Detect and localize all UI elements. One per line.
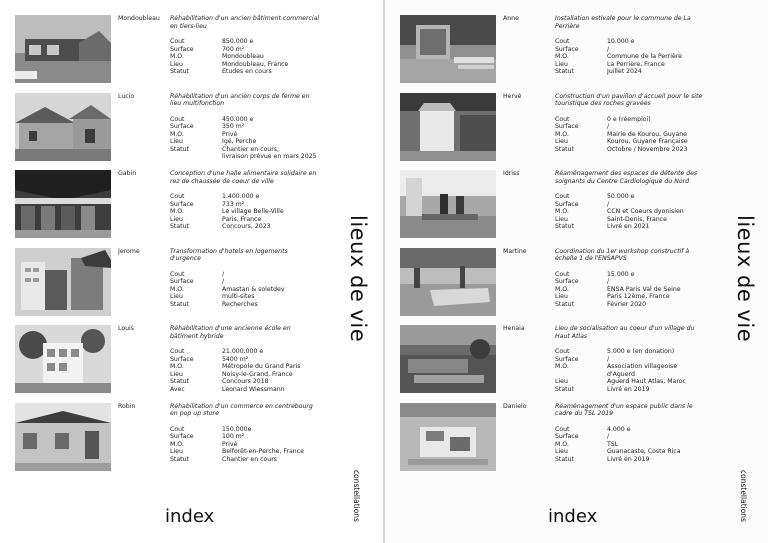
spec-row — [555, 363, 725, 371]
spec-key: M.O. — [170, 130, 184, 138]
spec-key: Statut — [170, 145, 189, 153]
spec-value: / — [607, 200, 610, 208]
project-entry — [385, 325, 768, 395]
project-description: Réaménagement des espaces de détente des soignants du Centre Cardiologique du Nord — [555, 170, 698, 185]
spec-row — [555, 426, 725, 434]
project-entry — [0, 248, 383, 318]
spec-key: Lieu — [555, 293, 568, 300]
project-name: Louis — [118, 325, 134, 332]
spec-value: Commune de la Perrière — [607, 53, 682, 60]
project-specs — [555, 193, 725, 231]
spec-row — [555, 146, 725, 154]
spec-value: Privé — [222, 440, 238, 448]
spec-value: / — [607, 433, 610, 440]
spec-key: Statut — [170, 378, 189, 385]
spec-key: Lieu — [170, 370, 183, 378]
spec-row — [555, 201, 725, 209]
project-description: Réhabilitation d'un ancien corps de ferme en lieu multifonction — [170, 92, 310, 107]
side-label: constellations — [739, 470, 748, 522]
project-photo — [15, 15, 111, 83]
project-name: Anne — [503, 15, 519, 22]
project-description: Installation estivale pour le commune de La Perrière — [555, 15, 691, 30]
spec-value: / — [607, 278, 610, 285]
spec-value: TSL — [607, 440, 619, 448]
spec-key: M.O. — [555, 130, 569, 138]
project-specs — [170, 193, 340, 231]
spec-value: / — [222, 270, 225, 278]
project-specs — [555, 116, 725, 154]
spec-value: Igé, Perche — [222, 138, 257, 145]
project-photo — [400, 15, 496, 83]
spec-row — [555, 53, 725, 61]
spec-key: Cout — [170, 38, 185, 45]
spec-row — [555, 61, 725, 69]
spec-value: 5.000 e (en donation) — [607, 348, 675, 355]
spec-row — [555, 38, 725, 46]
spec-key: Lieu — [555, 215, 568, 223]
spec-row — [555, 386, 725, 394]
spec-key: Statut — [170, 68, 189, 75]
spec-row — [170, 208, 340, 216]
spec-value: Paris, France — [222, 215, 262, 223]
spec-value: / — [607, 355, 610, 363]
spec-value: Livré en 2021 — [607, 223, 650, 230]
project-photo — [15, 403, 111, 471]
spec-row — [170, 123, 340, 131]
project-specs — [555, 426, 725, 464]
spec-value: 850.000 e — [222, 38, 254, 45]
spec-row — [170, 223, 340, 231]
section-title: lieux de vie — [733, 215, 757, 343]
spec-row — [555, 448, 725, 456]
spec-row — [555, 286, 725, 294]
spec-row — [170, 131, 340, 139]
project-photo — [15, 248, 111, 316]
spec-row — [170, 293, 340, 301]
spec-key: Surface — [170, 433, 194, 440]
spec-key: M.O. — [555, 53, 569, 60]
spec-key: Statut — [170, 223, 189, 230]
spec-key: Surface — [555, 355, 579, 363]
spec-key: Statut — [555, 385, 574, 393]
spec-value: 150.000e — [222, 425, 252, 433]
spec-row — [555, 293, 725, 301]
spec-key: Cout — [555, 38, 570, 45]
spec-value: 733 m² — [222, 200, 245, 208]
spec-row — [170, 441, 340, 449]
spec-key: Surface — [170, 278, 194, 285]
spec-row — [555, 116, 725, 124]
spec-value: Noisy-le-Grand, France — [222, 370, 293, 378]
spec-row — [170, 38, 340, 46]
spec-row — [170, 153, 340, 161]
spec-value: La Perrière, France — [607, 60, 665, 68]
spec-row — [170, 68, 340, 76]
spec-value: Livré en 2019 — [607, 455, 650, 463]
spec-row — [170, 426, 340, 434]
spec-row — [555, 378, 725, 386]
spec-key: Surface — [555, 200, 579, 208]
spec-value: Concours, 2023 — [222, 223, 271, 230]
spec-value: Recherches — [222, 300, 258, 308]
spec-row — [555, 433, 725, 441]
spec-row — [170, 371, 340, 379]
spec-value: Belforêt-en-Perche, France — [222, 448, 304, 455]
spec-value: 15.000 e — [607, 270, 635, 278]
spec-row — [555, 223, 725, 231]
spec-value: 450.000 e — [222, 115, 254, 123]
project-description: Lieu de socialisation au coeur d'un village du Haut Atlas — [555, 325, 695, 340]
spec-row — [555, 348, 725, 356]
spec-value: Privé — [222, 130, 238, 138]
spec-row — [555, 46, 725, 54]
spec-key: Lieu — [555, 448, 568, 455]
spec-row — [170, 138, 340, 146]
spec-value: 21.000.000 e — [222, 348, 264, 355]
section-title: lieux de vie — [346, 215, 370, 343]
project-name: Lucio — [118, 92, 135, 100]
project-photo — [400, 325, 496, 393]
project-entry — [0, 403, 383, 473]
spec-value: d'Aguerd — [607, 370, 635, 378]
spec-key: Cout — [555, 115, 570, 123]
project-name: Mondoubleau — [118, 15, 160, 22]
spec-value: Etudes en cours — [222, 68, 272, 75]
project-description: Réhabilitation d'une ancienne école en bâtiment hybride — [170, 325, 291, 340]
project-entry — [0, 93, 383, 163]
spec-key: Surface — [170, 200, 194, 208]
project-specs — [555, 348, 725, 393]
spec-value: ENSA Paris Val de Seine — [607, 285, 681, 293]
project-entry — [385, 403, 768, 473]
spec-key: Lieu — [170, 215, 183, 223]
spec-value: Juillet 2024 — [607, 68, 642, 75]
spec-key: Statut — [170, 300, 189, 308]
spec-row — [170, 53, 340, 61]
project-name: Danielo — [503, 402, 527, 410]
spec-key: M.O. — [555, 285, 569, 293]
spec-key: Cout — [170, 425, 185, 433]
footer-title: index — [548, 506, 598, 527]
spec-key: M.O. — [170, 440, 184, 448]
spec-key: M.O. — [170, 363, 184, 370]
spec-key: Statut — [555, 300, 574, 308]
project-photo — [15, 93, 111, 161]
side-label: constellations — [352, 470, 361, 522]
spec-value: 50.000 e — [607, 193, 635, 200]
project-photo — [400, 248, 496, 316]
spec-key: Surface — [170, 123, 194, 130]
project-name: Robin — [118, 402, 136, 410]
footer-title: index — [165, 506, 215, 527]
spec-value: Chantier en cours, — [222, 145, 279, 153]
spec-row — [555, 193, 725, 201]
spec-row — [170, 146, 340, 154]
spec-value: / — [607, 123, 610, 130]
spec-key: Surface — [555, 433, 579, 440]
spec-row — [170, 356, 340, 364]
spec-key: Lieu — [555, 60, 568, 68]
spec-value: Amastan & soletdev — [222, 285, 285, 293]
spec-row — [170, 301, 340, 309]
spec-value: Paris 12ème, France — [607, 293, 670, 300]
spec-key: Lieu — [170, 293, 183, 300]
project-description: Construction d'un pavillon d'accueil pour le site touristique des roches gravées — [555, 92, 703, 107]
spec-value: 350 m² — [222, 123, 245, 130]
spec-value: 700 m² — [222, 45, 245, 53]
spec-row — [170, 348, 340, 356]
project-name: Henaia — [503, 325, 525, 332]
spec-key: Cout — [555, 193, 570, 200]
project-specs — [170, 348, 340, 393]
spec-row — [170, 433, 340, 441]
spec-key: Cout — [170, 193, 185, 200]
spec-row — [555, 356, 725, 364]
spec-key: Cout — [555, 425, 570, 433]
project-specs — [555, 38, 725, 76]
spec-row — [170, 378, 340, 386]
project-specs — [170, 426, 340, 464]
spec-value: Mondoubleau — [222, 53, 264, 60]
spec-row — [170, 271, 340, 279]
spec-key: Statut — [555, 68, 574, 75]
spec-row — [170, 456, 340, 464]
spec-key: Statut — [555, 455, 574, 463]
spec-value: Guanacaste, Costa Rica — [607, 448, 681, 455]
project-photo — [15, 325, 111, 393]
spec-row — [170, 61, 340, 69]
project-description: Transformation d'hotels en logements d'urgence — [170, 247, 288, 262]
spec-key: Lieu — [555, 378, 568, 385]
spec-row — [170, 363, 340, 371]
spec-key: Lieu — [170, 448, 183, 455]
spec-key: M.O. — [555, 208, 569, 215]
spec-row — [170, 448, 340, 456]
spec-key: M.O. — [170, 53, 184, 60]
spec-row — [555, 456, 725, 464]
project-specs — [170, 271, 340, 309]
spec-value: Aguerd Haut Atlas, Maroc — [607, 378, 686, 385]
spec-row — [555, 441, 725, 449]
spec-key: Lieu — [555, 138, 568, 145]
spec-key: Cout — [170, 348, 185, 355]
spec-key: Cout — [170, 270, 185, 278]
spec-key: M.O. — [555, 440, 569, 448]
spec-row — [555, 301, 725, 309]
spec-row — [555, 68, 725, 76]
spec-row — [555, 271, 725, 279]
spec-row — [170, 216, 340, 224]
spec-key: Statut — [170, 455, 189, 463]
project-name: Martine — [503, 247, 527, 255]
spec-key: Surface — [170, 355, 194, 363]
spec-row — [170, 286, 340, 294]
spec-row — [555, 216, 725, 224]
project-description: Réaménagement d'un espace public dans le cadre du TSL 2019 — [555, 402, 693, 417]
spec-key: M.O. — [555, 363, 569, 370]
project-photo — [400, 170, 496, 238]
spec-value: 100 m² — [222, 433, 245, 440]
project-entry — [0, 325, 383, 395]
spec-value: Leonard Wiessmann — [222, 385, 285, 393]
spec-value: Saint-Denis, France — [607, 215, 667, 223]
spec-row — [555, 123, 725, 131]
project-name: Gabin — [118, 170, 137, 177]
spec-value: Février 2020 — [607, 300, 647, 308]
project-entry — [0, 170, 383, 240]
spec-value: Association villageoise — [607, 363, 678, 370]
spec-key — [170, 153, 222, 161]
spec-value: 0 e (réemploi) — [607, 115, 651, 123]
project-specs — [170, 38, 340, 76]
project-entry — [385, 170, 768, 240]
spec-row — [555, 371, 725, 379]
project-entry — [385, 15, 768, 85]
spec-key — [555, 371, 607, 379]
project-entry — [385, 93, 768, 163]
spec-value: Métropole du Grand Paris — [222, 363, 301, 370]
spec-value: Octobre / Novembre 2023 — [607, 145, 688, 153]
project-description: Coordination du 1er workshop constructif à échelle 1 de l'ENSAPVS — [555, 247, 690, 262]
spec-row — [170, 116, 340, 124]
spec-row — [170, 201, 340, 209]
spec-row — [170, 278, 340, 286]
project-name: Hervé — [503, 92, 522, 100]
spec-key: Cout — [555, 270, 570, 278]
spec-value: Concours 2018 — [222, 378, 269, 385]
project-name: Idriss — [503, 170, 520, 177]
project-description: Conception d'une halle alimentaire solidaire en rez de chaussée de coeur de ville — [170, 170, 317, 185]
spec-key: Surface — [170, 45, 194, 53]
project-description: Réhabilitation d'un ancien bâtiment commercial en tiers-lieu — [170, 15, 320, 30]
spec-key: Surface — [555, 45, 579, 53]
spec-row — [555, 138, 725, 146]
spec-key: M.O. — [170, 208, 184, 215]
spec-row — [555, 131, 725, 139]
spec-value: Kourou, Guyane Française — [607, 138, 688, 145]
spec-value: 5400 m² — [222, 355, 249, 363]
project-entry — [0, 15, 383, 85]
spec-value: 4.000 e — [607, 425, 631, 433]
project-name: Jerome — [118, 247, 140, 255]
spec-value: CCN et Coeurs dyonisien — [607, 208, 684, 215]
spec-key: Lieu — [170, 138, 183, 145]
spec-key: Statut — [555, 223, 574, 230]
spec-value: Le village Belle-Ville — [222, 208, 284, 215]
project-specs — [555, 271, 725, 309]
spec-value: Livré en 2019 — [607, 385, 650, 393]
spec-row — [170, 193, 340, 201]
project-entry — [385, 248, 768, 318]
spec-row — [555, 208, 725, 216]
spec-key: Cout — [555, 348, 570, 355]
spec-value: 10.000 e — [607, 38, 635, 45]
spec-key: Surface — [555, 123, 579, 130]
project-photo — [15, 170, 111, 238]
spec-row — [555, 278, 725, 286]
project-description: Réhabilitation d'un commerce en centrebourg en pop up store — [170, 402, 313, 417]
spec-row — [170, 46, 340, 54]
left-page — [0, 0, 383, 543]
spec-key: Surface — [555, 278, 579, 285]
spec-value: livraison prévue en mars 2025 — [222, 153, 317, 160]
spec-value: / — [222, 278, 225, 285]
spec-value: Mondoubleau, France — [222, 60, 289, 68]
spec-key: Avec — [170, 385, 185, 393]
project-specs — [170, 116, 340, 161]
spec-value: / — [607, 45, 610, 53]
spec-key: Lieu — [170, 60, 183, 68]
spec-row — [170, 386, 340, 394]
project-photo — [400, 93, 496, 161]
spec-value: multi-sites — [222, 293, 255, 300]
spec-key: Cout — [170, 115, 185, 123]
spec-key: M.O. — [170, 285, 184, 293]
spec-value: Chantier en cours — [222, 455, 277, 463]
spec-value: Mairie de Kourou, Guyane — [607, 130, 687, 138]
spec-value: 1.400.000 e — [222, 193, 260, 200]
spec-key: Statut — [555, 145, 574, 153]
right-page — [385, 0, 768, 543]
project-photo — [400, 403, 496, 471]
